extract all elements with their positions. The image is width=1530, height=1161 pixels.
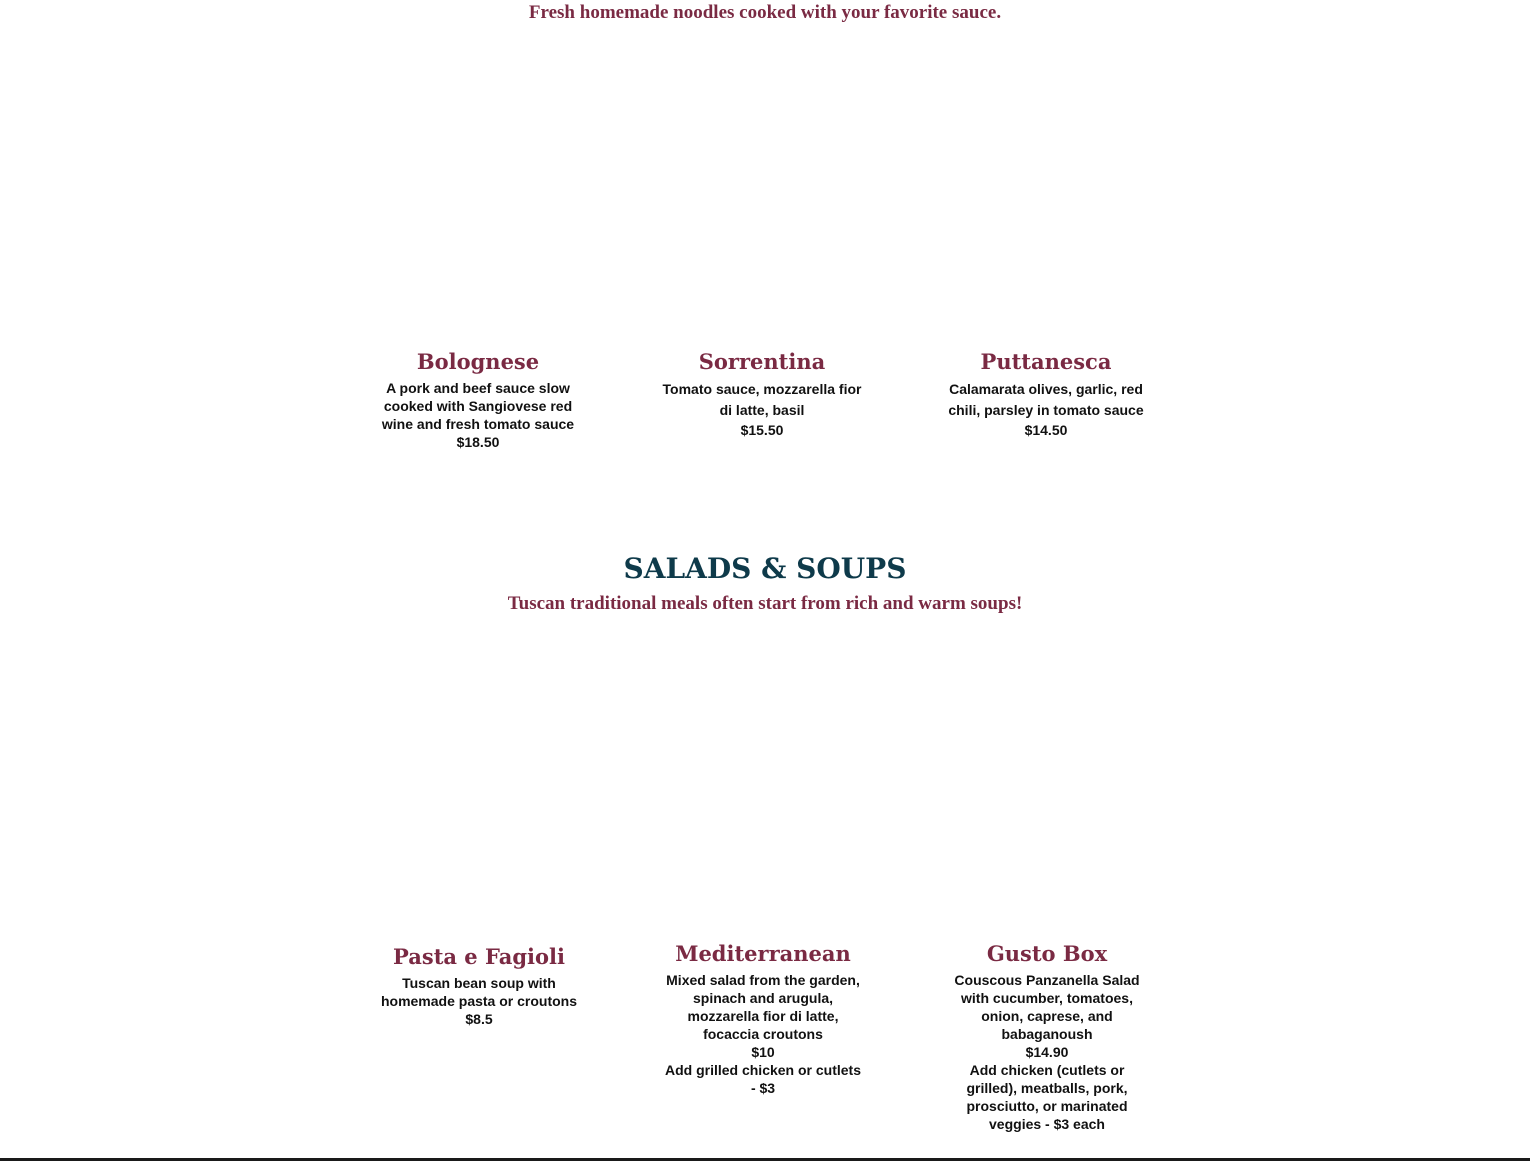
menu-item-description: Tomato sauce, mozzarella fior di latte, basil	[662, 381, 862, 418]
menu-item-price: $14.90	[1025, 1044, 1069, 1060]
salads-soups-section-title: SALADS & SOUPS	[623, 552, 907, 585]
menu-item-name: Sorrentina	[698, 349, 826, 374]
pasta-section-subtitle: Fresh homemade noodles cooked with your favorite sauce.	[528, 2, 1002, 23]
menu-item-name: Gusto Box	[986, 941, 1108, 966]
menu-item-bolognese	[358, 349, 598, 451]
menu-item-price: $15.50	[740, 422, 784, 438]
menu-item-price: $8.5	[465, 1011, 493, 1027]
menu-item-mediterranean	[643, 941, 883, 1097]
menu-item-description: Couscous Panzanella Salad with cucumber, tomatoes, onion, caprese, and babaganoush	[954, 972, 1140, 1042]
menu-item-name: Bolognese	[416, 349, 540, 374]
menu-item-name: Puttanesca	[980, 349, 1112, 374]
salads-soups-section-subtitle: Tuscan traditional meals often start from rich and warm soups!	[507, 593, 1023, 614]
menu-item-price: $14.50	[1024, 422, 1068, 438]
menu-item-name: Pasta e Fagioli	[393, 944, 565, 969]
menu-item-description: Mixed salad from the garden, spinach and arugula, mozzarella fior di latte, focaccia croutons	[666, 972, 860, 1042]
menu-item-add-on: Add grilled chicken or cutlets - $3	[664, 1062, 862, 1096]
menu-item-sorrentina	[642, 349, 882, 441]
menu-item-name: Mediterranean	[675, 941, 851, 966]
menu-item-description: A pork and beef sauce slow cooked with Sangiovese red wine and fresh tomato sauce	[381, 380, 575, 432]
menu-item-gusto-box	[927, 941, 1167, 1133]
menu-item-description: Tuscan bean soup with homemade pasta or croutons	[380, 975, 578, 1009]
menu-item-add-on: Add chicken (cutlets or grilled), meatballs, pork, prosciutto, or marinated veggies - $3 each	[966, 1062, 1128, 1132]
menu-item-price: $18.50	[456, 434, 500, 450]
menu-item-puttanesca	[926, 349, 1166, 441]
menu-item-description: Calamarata olives, garlic, red chili, parsley in tomato sauce	[948, 381, 1144, 418]
menu-item-price: $10	[751, 1044, 775, 1060]
menu-item-pasta-e-fagioli	[359, 944, 599, 1028]
